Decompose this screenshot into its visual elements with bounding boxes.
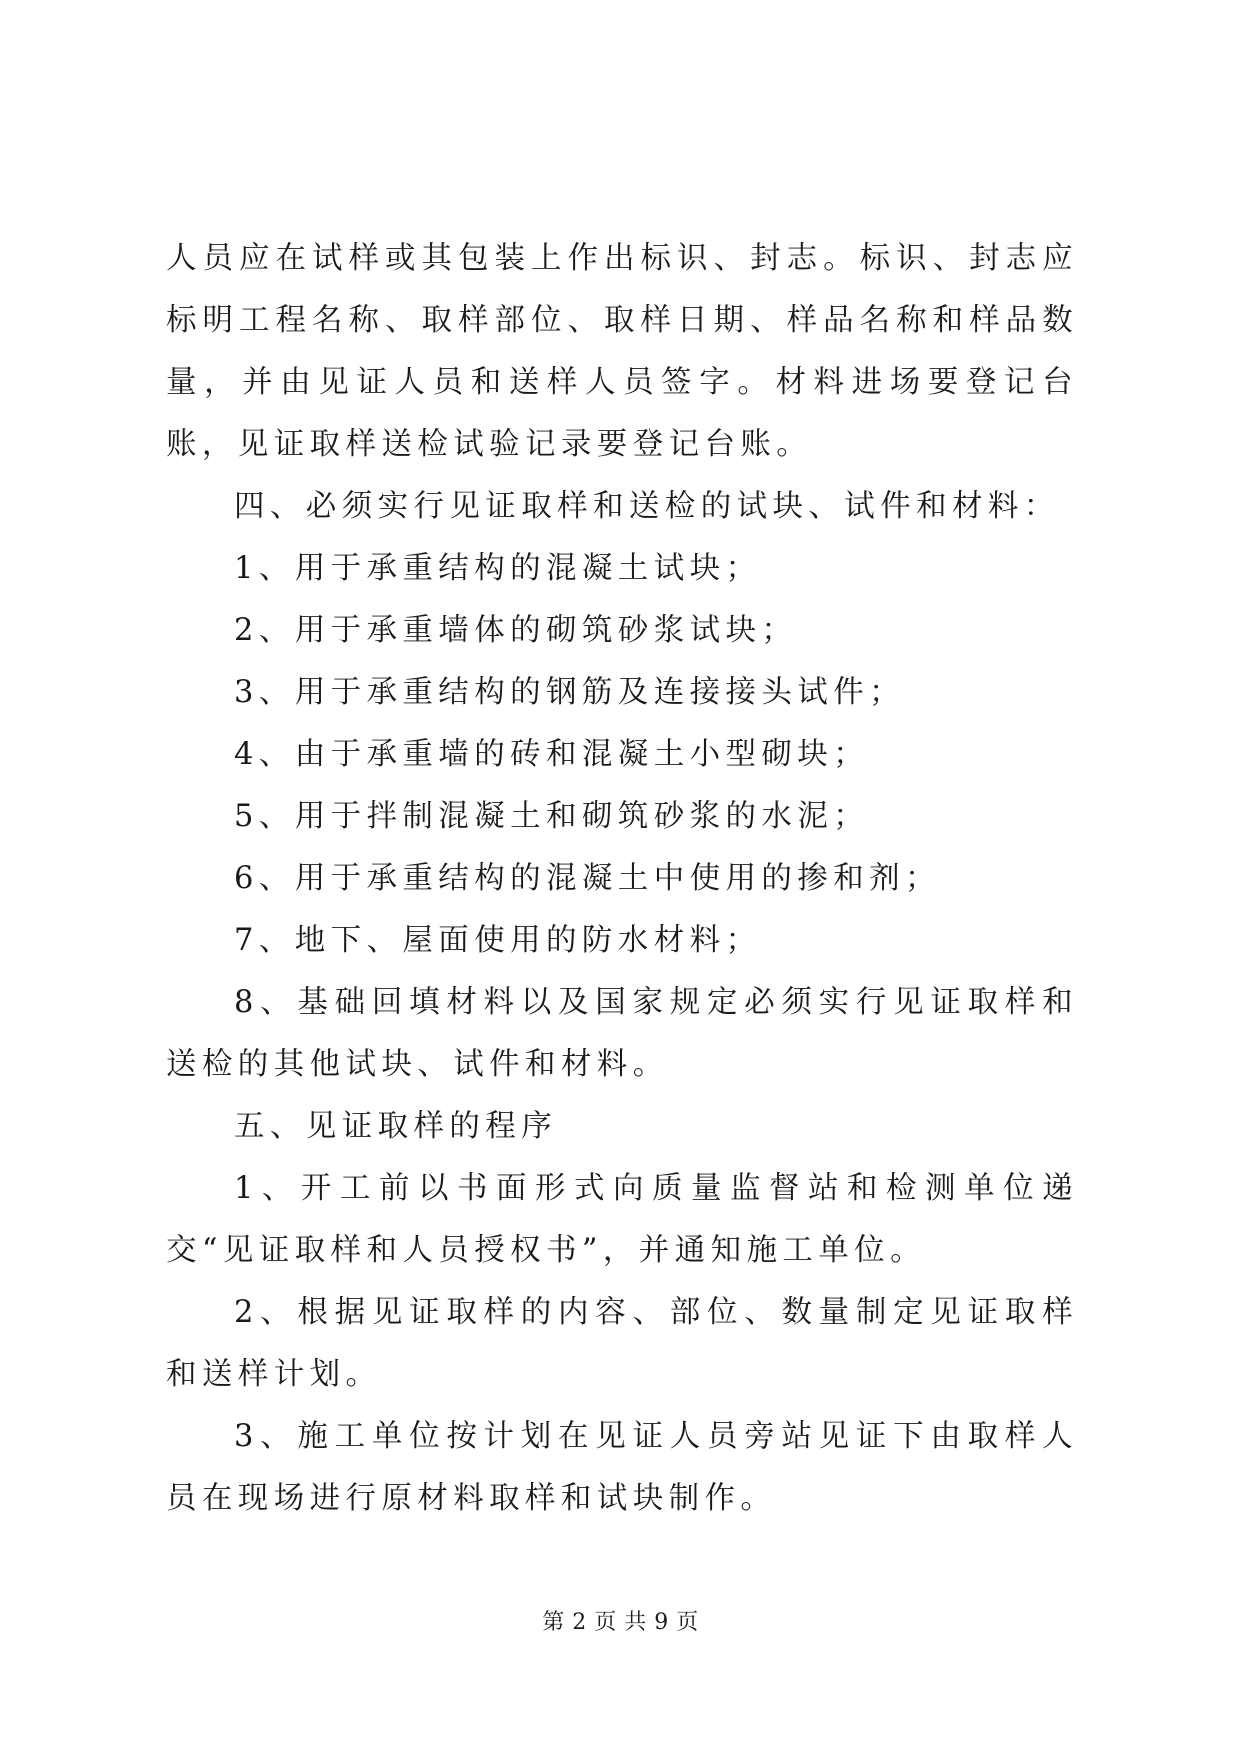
list-item: 6、用于承重结构的混凝土中使用的掺和剂； — [234, 861, 941, 896]
list-item: 4、由于承重墙的砖和混凝土小型砌块； — [234, 737, 870, 772]
list-item: 2、用于承重墙体的砌筑砂浆试块； — [234, 613, 798, 648]
page-number-footer: 第 2 页 共 9 页 — [542, 1610, 699, 1635]
list-item: 1、用于承重结构的混凝土试块； — [234, 551, 762, 586]
list-item: 5、用于拌制混凝土和砌筑砂浆的水泥； — [234, 799, 870, 834]
list-item: 1、开工前以书面形式向质量监督站和检测单位递交“见证取样和人员授权书”，并通知施工单位。 — [166, 1171, 1078, 1268]
document-body — [166, 228, 1078, 1530]
list-item: 3、用于承重结构的钢筋及连接接头试件； — [234, 675, 906, 710]
section-heading-5: 五、见证取样的程序 — [234, 1109, 558, 1144]
paragraph-continuation: 人员应在试样或其包装上作出标识、封志。标识、封志应标明工程名称、取样部位、取样日期、样品名称和样品数量，并由见证人员和送样人员签字。材料进场要登记台账，见证取样送检试验记录要登记台账。 — [166, 241, 1078, 462]
section-heading-4: 四、必须实行见证取样和送检的试块、试件和材料： — [234, 489, 1060, 524]
list-item: 2、根据见证取样的内容、部位、数量制定见证取样和送样计划。 — [166, 1295, 1078, 1392]
list-item: 7、地下、屋面使用的防水材料； — [234, 923, 762, 958]
list-item: 3、施工单位按计划在见证人员旁站见证下由取样人员在现场进行原材料取样和试块制作。 — [166, 1419, 1078, 1516]
list-item: 8、基础回填材料以及国家规定必须实行见证取样和送检的其他试块、试件和材料。 — [166, 985, 1078, 1082]
